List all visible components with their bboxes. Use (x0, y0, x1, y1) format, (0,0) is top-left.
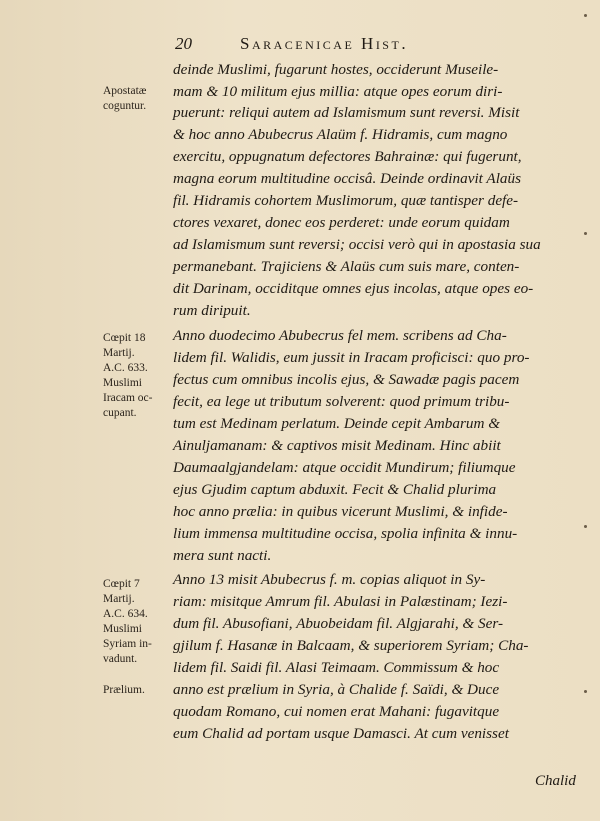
text-line: tum est Medinam perlatum. Deinde cepit Ambarum & (173, 415, 501, 432)
text-line: lidem fil. Saidi fil. Alasi Teimaam. Commissum & hoc (173, 659, 500, 676)
text-line: fil. Hidramis cohortem Muslimorum, quæ tantisper defe- (173, 192, 519, 209)
edge-speck (584, 690, 587, 693)
page-header (0, 34, 600, 54)
edge-speck (584, 232, 587, 235)
text-line: Anno 13 misit Abubecrus f. m. copias aliquot in Sy- (173, 571, 486, 588)
margin-note-line: Prælium. (103, 684, 145, 696)
margin-note-line: Muslimi (103, 377, 142, 389)
running-head: Saracenicae Hist. (240, 34, 409, 53)
margin-note (103, 577, 173, 667)
margin-note-line: Apostatæ (103, 85, 147, 97)
margin-note-line: Martij. (103, 593, 135, 605)
text-line: Daumaalgjandelam: atque occidit Mundirum; filiumque (173, 459, 516, 476)
text-line: dum fil. Abusofiani, Abuobeidam fil. Algjarahi, & Ser- (173, 615, 504, 632)
margin-note-line: Muslimi (103, 623, 142, 635)
margin-note-line: coguntur. (103, 100, 147, 112)
text-line: & hoc anno Abubecrus Alaüm f. Hidramis, cum magno (173, 126, 508, 143)
margin-note-line: A.C. 633. (103, 362, 148, 374)
text-line: Ainuljamanam: & captivos misit Medinam. Hinc abiit (173, 437, 501, 454)
margin-note-line: Martij. (103, 347, 135, 359)
text-line: anno est prælium in Syria, à Chalide f. Saïdi, & Duce (173, 681, 500, 698)
text-line: gjilum f. Hasanæ in Balcaam, & superiorem Syriam; Cha- (173, 637, 529, 654)
text-line: ejus Gjudim captum abduxit. Fecit & Chalid plurima (173, 481, 497, 498)
margin-note-line: A.C. 634. (103, 608, 148, 620)
text-line: ctores vexaret, donec eos perderet: unde eorum quidam (173, 214, 510, 231)
text-line: rum diripuit. (173, 302, 251, 319)
text-line: exercitu, oppugnatum defectores Bahrainæ: qui fugerunt, (173, 148, 522, 165)
margin-note (103, 84, 173, 114)
text-line: fectus cum omnibus incolis ejus, & Sawadæ pagis pacem (173, 371, 520, 388)
text-line: riam: misitque Amrum fil. Abulasi in Palæstinam; Iezi- (173, 593, 508, 610)
catchword: Chalid (535, 773, 576, 789)
text-line: ad Islamismum sunt reversi; occisi verò qui in apostasia sua (173, 236, 541, 253)
text-line: Anno duodecimo Abubecrus fel mem. scribens ad Cha- (173, 327, 507, 344)
text-line: lidem fil. Walidis, eum jussit in Iracam proficisci: quo pro- (173, 349, 530, 366)
edge-speck (584, 14, 587, 17)
text-line: puerunt: reliqui autem ad Islamismum sunt reversi. Misit (173, 104, 520, 121)
text-line: permanebant. Trajiciens & Alaüs cum suis mare, conten- (173, 258, 520, 275)
text-line: quodam Romano, cui nomen erat Mahani: fugavitque (173, 703, 500, 720)
text-line: mam & 10 militum ejus millia: atque opes eorum diri- (173, 83, 503, 100)
edge-speck (584, 525, 587, 528)
margin-note (103, 331, 173, 421)
text-line: lium immensa multitudine occisa, spolia infinita & innu- (173, 525, 518, 542)
margin-note-line: Iracam oc- (103, 392, 153, 404)
text-line: dit Darinam, occiditque omnes ejus incolas, atque opes eo- (173, 280, 534, 297)
margin-note-line: Cœpit 7 (103, 578, 140, 590)
text-line: fecit, ea lege ut tributum solverent: quod primum tribu- (173, 393, 510, 410)
text-line: mera sunt nacti. (173, 547, 272, 564)
margin-note-line: vadunt. (103, 653, 138, 665)
text-line: magna eorum multitudine occisâ. Deinde ordinavit Alaüs (173, 170, 522, 187)
margin-note-line: Cœpit 18 (103, 332, 146, 344)
text-line: eum Chalid ad portam usque Damasci. At cum venisset (173, 725, 509, 742)
margin-note-line: Syriam in- (103, 638, 152, 650)
margin-note-line: cupant. (103, 407, 137, 419)
text-line: hoc anno prælia: in quibus vicerunt Muslimi, & infide- (173, 503, 508, 520)
margin-note (103, 683, 173, 698)
text-line: deinde Muslimi, fugarunt hostes, occiderunt Museile- (173, 61, 499, 78)
page-number: 20 (175, 34, 192, 53)
